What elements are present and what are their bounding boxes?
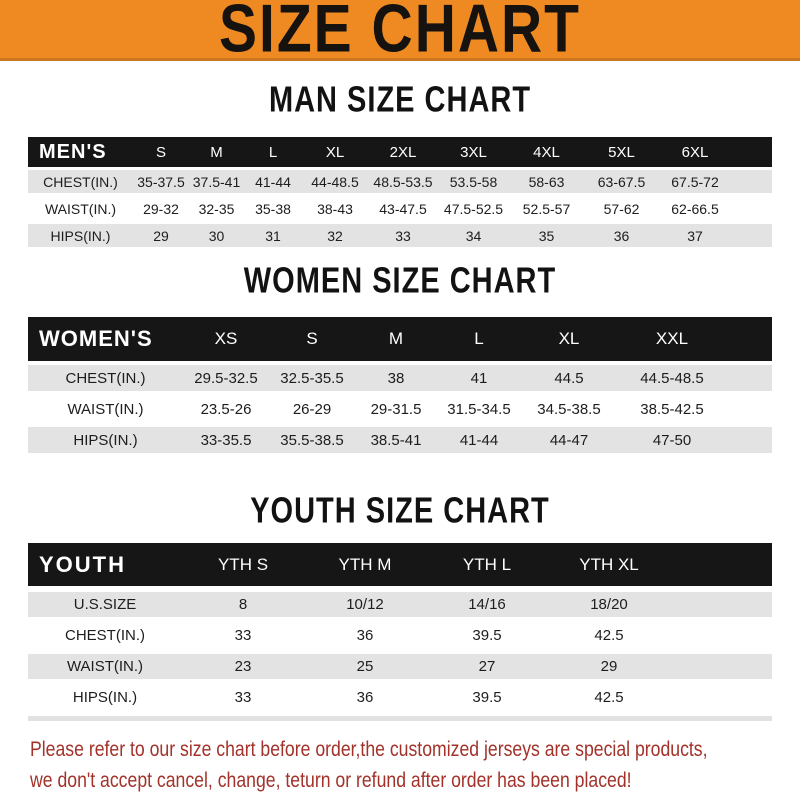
row-label: WAIST(IN.) [67,400,144,418]
row-label: U.S.SIZE [73,596,137,613]
table-cell: 36 [356,627,374,644]
table-row [28,224,772,247]
row-label: HIPS(IN.) [50,227,111,244]
table-cell: 44-48.5 [311,173,359,190]
column-header: YTH M [338,554,392,574]
table-cell: 31.5-34.5 [447,400,511,418]
column-header: M [388,329,404,348]
table-cell: 18/20 [590,596,628,613]
heading-text: YOUTH SIZE CHART [250,491,550,531]
table-bottom-strip [28,716,772,721]
table-cell: 37.5-41 [192,173,241,190]
table-cell: 32.5-35.5 [280,369,344,387]
table-cell: 41-44 [459,431,499,449]
youth-size-table [28,543,772,710]
table-cell: 47.5-52.5 [443,200,504,217]
table-cell: 33 [395,227,411,244]
column-header: L [268,143,278,161]
column-header: YTH XL [579,554,639,574]
column-header: S [306,329,318,348]
man-size-chart-heading [0,82,800,118]
table-cell: 63-67.5 [597,173,646,190]
size-chart-banner [0,0,800,67]
table-cell: 41-44 [255,173,291,190]
table-row [28,623,772,648]
table-cell: 37 [687,227,703,244]
table-cell: 32 [327,227,343,244]
table-cell: 35 [538,227,555,244]
table-corner-label: MEN'S [39,140,107,163]
table-cell: 33 [234,627,252,644]
column-header: XL [325,143,345,161]
women-size-chart-heading [0,263,800,299]
column-header: YTH L [462,554,512,574]
table-cell: 33 [234,689,252,706]
table-cell: 39.5 [472,627,502,644]
row-label: WAIST(IN.) [44,200,117,217]
table-header-row [28,543,772,586]
row-label: HIPS(IN.) [73,431,138,449]
table-cell: 38 [387,369,405,387]
table-cell: 42.5 [594,689,624,706]
table-cell: 43-47.5 [379,200,427,217]
table-cell: 52.5-57 [522,200,571,217]
heading-text: MAN SIZE CHART [268,80,532,120]
table-cell: 33-35.5 [200,431,252,449]
table-cell: 53.5-58 [449,173,498,190]
table-cell: 35-38 [255,200,291,217]
table-cell: 29-31.5 [370,400,422,418]
table-cell: 32-35 [198,200,235,217]
table-cell: 57-62 [603,200,640,217]
column-header: 2XL [389,143,417,161]
table-cell: 48.5-53.5 [373,173,433,190]
table-cell: 41 [470,369,488,387]
disclaimer-line-1: Please refer to our size chart before order,the customized jerseys are special products, [30,738,708,761]
table-cell: 35.5-38.5 [280,431,344,449]
table-row [28,170,772,193]
table-cell: 29 [600,658,618,675]
column-header: YTH S [217,554,269,574]
table-cell: 44.5 [554,369,584,387]
table-cell: 38.5-41 [370,431,422,449]
table-cell: 44.5-48.5 [640,369,704,387]
table-cell: 36 [356,689,374,706]
column-header: S [155,143,166,161]
table-cell: 39.5 [472,689,502,706]
table-cell: 27 [478,658,496,675]
table-cell: 31 [265,227,281,244]
row-label: HIPS(IN.) [72,689,138,706]
row-label: WAIST(IN.) [66,658,144,675]
table-cell: 36 [613,227,630,244]
table-cell: 23 [234,658,252,675]
table-cell: 38-43 [317,200,353,217]
column-header: XS [214,329,238,348]
table-cell: 26-29 [292,400,332,418]
table-row [28,685,772,710]
table-header-row [28,137,772,167]
table-row [28,197,772,220]
table-header-row [28,317,772,361]
table-cell: 29 [153,227,169,244]
table-cell: 34 [465,227,482,244]
heading-text: WOMEN SIZE CHART [243,261,557,301]
banner-title: SIZE CHART [219,0,581,67]
column-header: 6XL [681,143,709,161]
table-row [28,396,772,422]
youth-size-chart-heading [0,493,800,529]
table-cell: 29-32 [143,200,179,217]
column-header: 5XL [608,143,635,161]
table-cell: 35-37.5 [137,173,185,190]
table-cell: 8 [238,596,248,613]
disclaimer-text [30,734,800,796]
table-cell: 47-50 [652,431,692,449]
table-cell: 42.5 [594,627,624,644]
column-header: 3XL [460,143,487,161]
row-label: CHEST(IN.) [43,173,118,190]
column-header: L [474,329,484,348]
table-row [28,654,772,679]
table-cell: 29.5-32.5 [194,369,258,387]
disclaimer-line-2: we don't accept cancel, change, teturn or refund after order has been placed! [30,769,632,792]
table-cell: 10/12 [346,596,384,613]
table-cell: 58-63 [528,173,565,190]
table-cell: 38.5-42.5 [640,400,704,418]
table-cell: 25 [356,658,374,675]
table-row [28,365,772,391]
table-row [28,427,772,453]
table-cell: 30 [208,227,225,244]
table-cell: 23.5-26 [200,400,252,418]
mens-size-table [28,137,772,247]
column-header: M [210,143,223,161]
column-header: XL [558,329,580,348]
womens-size-table [28,317,772,453]
table-corner-label: YOUTH [39,551,126,577]
table-corner-label: WOMEN'S [39,326,153,351]
table-row [28,592,772,617]
table-cell: 62-66.5 [671,200,719,217]
column-header: XXL [655,329,689,348]
row-label: CHEST(IN.) [65,369,146,387]
table-cell: 14/16 [468,596,506,613]
table-cell: 34.5-38.5 [537,400,601,418]
table-cell: 44-47 [549,431,589,449]
column-header: 4XL [533,143,560,161]
row-label: CHEST(IN.) [65,627,145,644]
table-cell: 67.5-72 [671,173,719,190]
